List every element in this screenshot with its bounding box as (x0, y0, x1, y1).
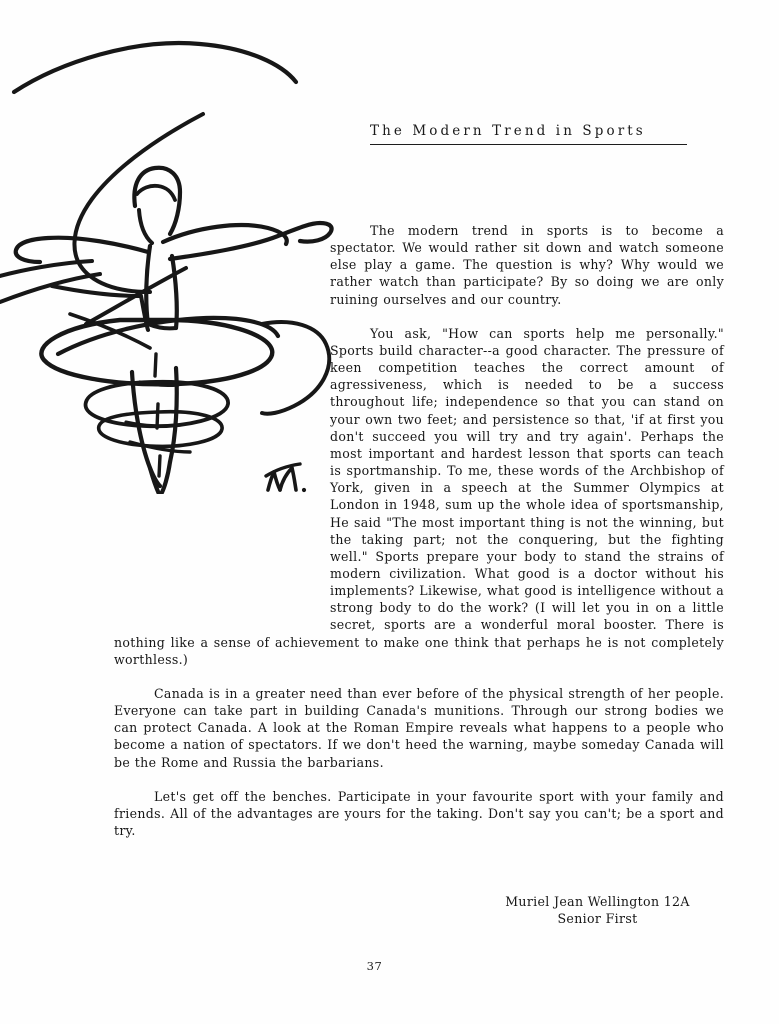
article-body (114, 222, 724, 839)
byline-section: Senior First (557, 911, 638, 927)
page-number-value: 37 (366, 959, 383, 973)
paragraph-3: Canada is in a greater need than ever before of the physical strength of her people. Everyone can take part in building Canada's munitions. Through our strong bodies we can protect Canada. A look at the Roman Empire reveals what happens to a people who become a nation of spectators. If we don't heed the warning, maybe someday Canada will be the Rome and Russia the barbarians. (114, 685, 724, 770)
title-underline (370, 144, 687, 145)
paragraph-2: You ask, "How can sports help me personally." Sports build character--a good character. The pressure of keen competition teaches the correct amount of agressiveness, which is needed to be a success throughout life; independence so that you can stand on your own two feet; and persistence so that, 'if at first you don't succeed you will try and try again'. Perhaps the most important and hardest lesson that sports can teach is sportmanship. To me, these words of the Archbishop of York, given in a speech at the Summer Olympics at London in 1948, sum up the whole idea of sportsmanship, He said "The most important thing is not the winning, but the taking part; not the conquering, but the fighting well." Sports prepare your body to stand the strains of modern civilization. What good is a doctor without his implements? Likewise, what good is intelligence without a strong body to do the work? (I will let you in on a little secret, sports are a wonderful moral booster. There is nothing like a sense of achievement to make one think that perhaps he is not completely worthless.) (114, 325, 724, 667)
page-number (0, 959, 779, 973)
paragraph-1: The modern trend in sports is to become a spectator. We would rather sit down and watch someone else play a game. The question is why? Why would we rather watch than participate? By so doing we are only ruining ourselves and our country. (330, 223, 724, 307)
byline-author: Muriel Jean Wellington 12A (505, 894, 690, 909)
illustration-text-wrap-spacer (114, 222, 330, 618)
page-title: The Modern Trend in Sports (370, 123, 646, 139)
paragraph-4: Let's get off the benches. Participate in your favourite sport with your family and friends. All of the advantages are yours for the taking. Don't say you can't; be a sport and try. (114, 788, 724, 838)
byline (455, 893, 740, 928)
title-block (370, 123, 690, 145)
